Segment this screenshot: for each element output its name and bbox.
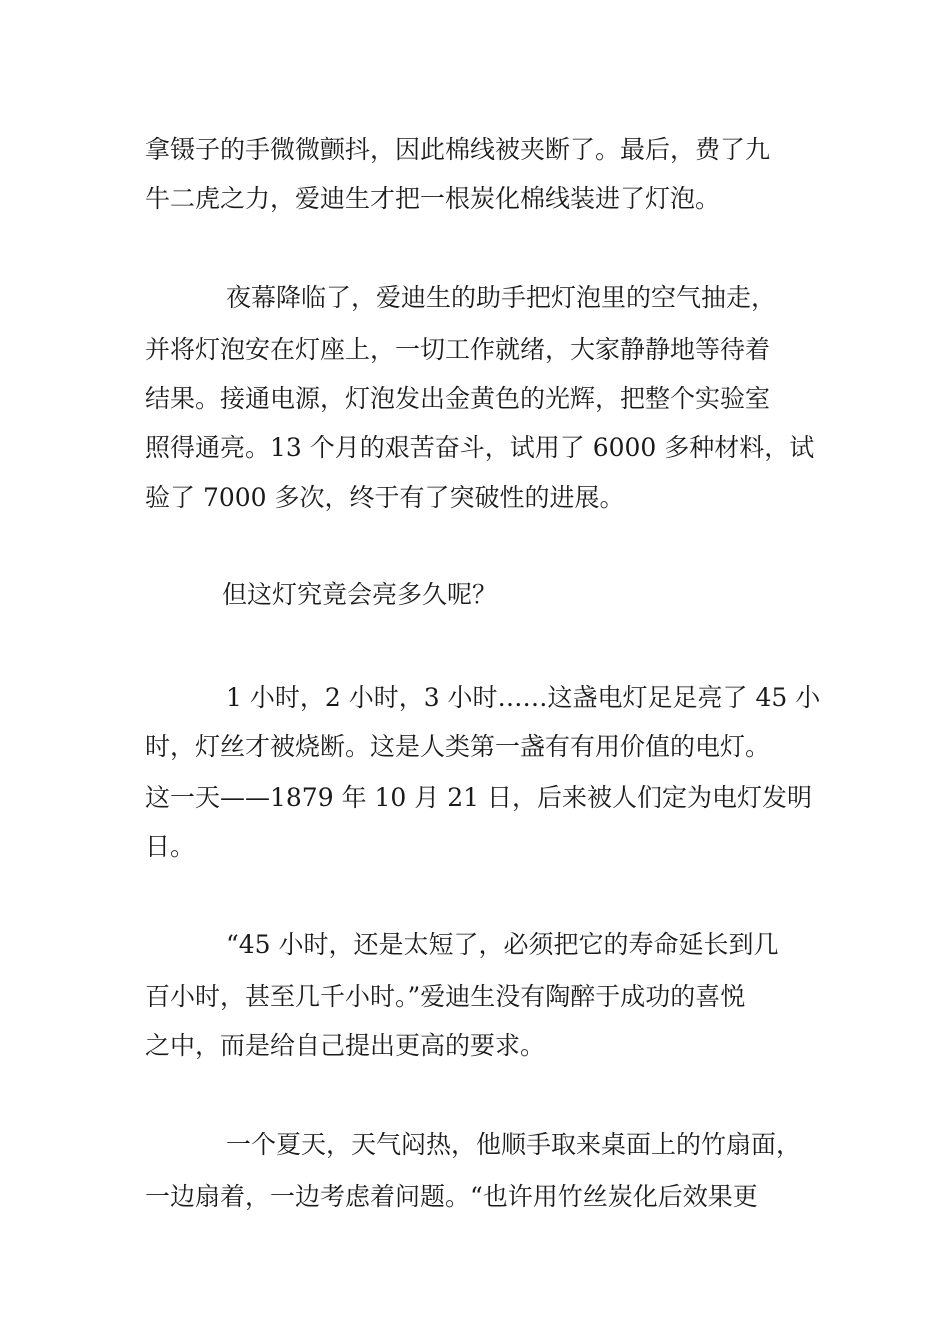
paragraph-line: 验了 7000 多次，终于有了突破性的进展。 [145, 483, 625, 512]
paragraph-line: 之中，而是给自己提出更高的要求。 [145, 1031, 546, 1060]
paragraph-line: “45 小时，还是太短了，必须把它的寿命延长到几 [226, 930, 779, 959]
paragraph-line: 牛二虎之力，爱迪生才把一根炭化棉线装进了灯泡。 [145, 184, 721, 213]
paragraph-line: 照得通亮。13 个月的艰苦奋斗，试用了 6000 多种材料，试 [145, 433, 815, 462]
paragraph-line: 这一天——1879 年 10 月 21 日，后来被人们定为电灯发明 [145, 783, 812, 812]
paragraph-line: 一边扇着，一边考虑着问题。“也许用竹丝炭化后效果更 [145, 1182, 758, 1211]
paragraph-line: 夜幕降临了，爱迪生的助手把灯泡里的空气抽走， [226, 283, 777, 312]
paragraph-line: 并将灯泡安在灯座上，一切工作就绪，大家静静地等待着 [145, 335, 771, 364]
paragraph-line: 时，灯丝才被烧断。这是人类第一盏有有用价值的电灯。 [145, 732, 771, 761]
paragraph-line: 日。 [145, 832, 196, 861]
paragraph-line: 但这灯究竟会亮多久呢？ [222, 580, 498, 609]
paragraph-line: 拿镊子的手微微颤抖，因此棉线被夹断了。最后，费了九 [145, 135, 771, 164]
paragraph-line: 结果。接通电源，灯泡发出金黄色的光辉，把整个实验室 [145, 384, 771, 413]
paragraph-line: 百小时，甚至几千小时。”爱迪生没有陶醉于成功的喜悦 [145, 982, 746, 1011]
paragraph-line: 一个夏天，天气闷热，他顺手取来桌面上的竹扇面， [226, 1130, 802, 1159]
paragraph-line: 1 小时，2 小时，3 小时……这盏电灯足足亮了 45 小 [226, 683, 821, 712]
